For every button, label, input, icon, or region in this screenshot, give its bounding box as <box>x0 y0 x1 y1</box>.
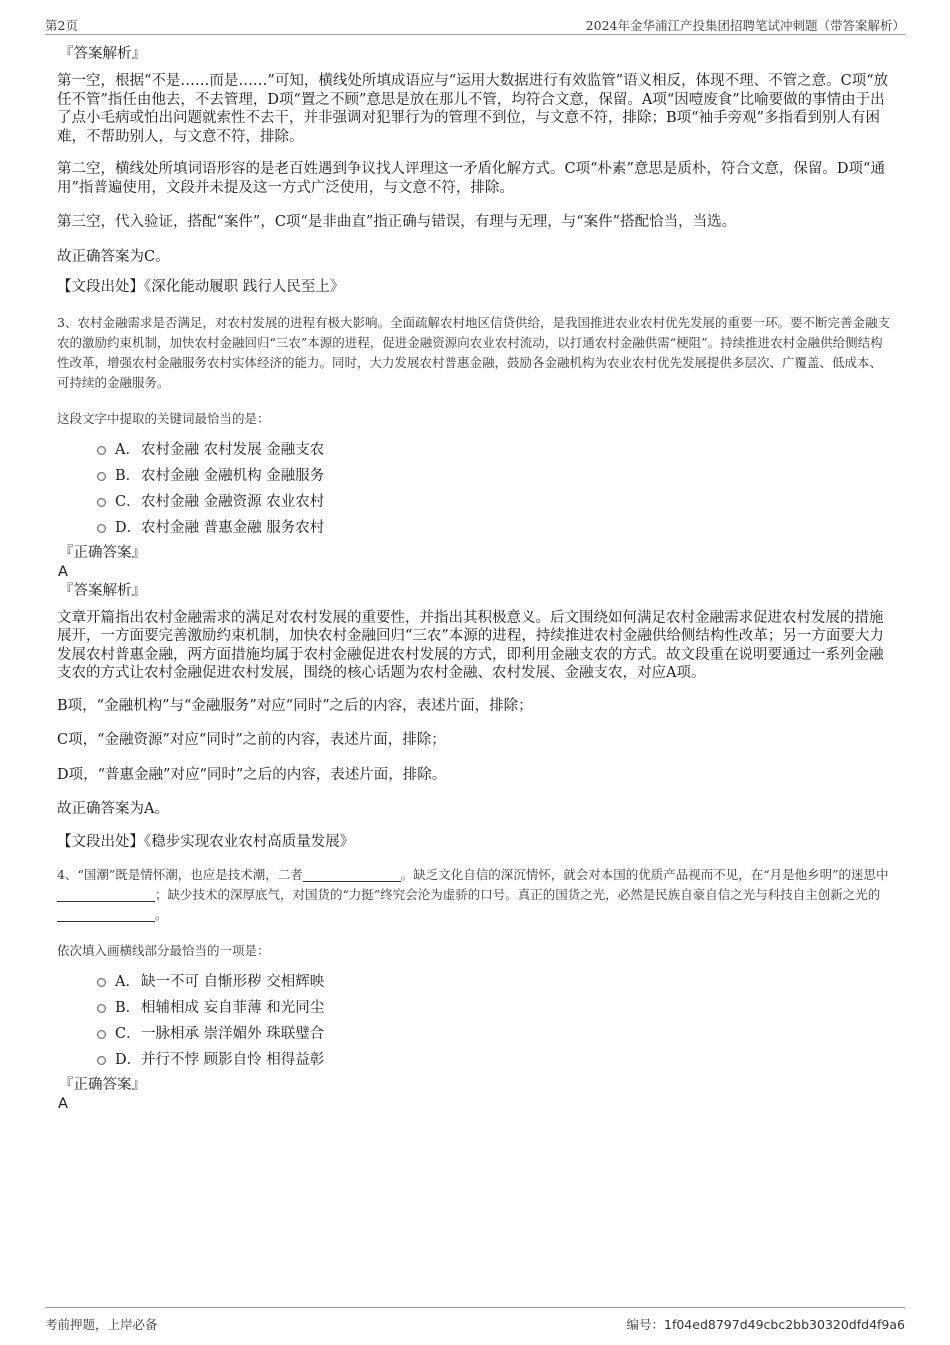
question-prompt: 依次填入画横线部分最恰当的一项是： <box>57 943 270 958</box>
page-footer <box>45 1307 905 1330</box>
option-b[interactable]: B．农村金融 金融机构 金融服务 <box>57 463 892 489</box>
correct-answer-label: 『正确答案』 <box>59 1077 146 1093</box>
correct-answer: A <box>58 563 68 580</box>
option-d[interactable]: D．并行不悖 顾影自怜 相得益彰 <box>57 1047 892 1073</box>
source-citation: 【文段出处】《稳步实现农业农村高质量发展》 <box>57 833 355 850</box>
option-list <box>57 437 892 541</box>
analysis-paragraph: 第三空，代入验证，搭配“案件”，C项“是非曲直”指正确与错误，有理与无理，与“案件”搭配恰当，当选。 <box>57 214 737 230</box>
radio-button[interactable] <box>97 1004 106 1013</box>
fill-blank <box>57 887 155 902</box>
correct-answer-label: 『正确答案』 <box>59 544 146 561</box>
question-text: 3、农村金融需求是否满足，对农村发展的进程有极大影响。全面疏解农村地区信贷供给，是我国推进农业农村优先发展的重要一环。要不断完善金融支农的激励约束机制，加快农村金融回归“三农”本源的进程，促进金融资源向农业农村流动，以打通农村金融供需“梗阻”。持续推进农村金融供给侧结构性改革，增强农村金融服务农村实体经济的能力。同时，大力发展农村普惠金融，鼓励各金融机构为农业农村优先发展提供多层次、广覆盖、低成本、可持续的金融服务。 <box>57 314 890 390</box>
fill-blank <box>57 907 155 922</box>
analysis-paragraph: B项，“金融机构”与“金融服务”对应“同时”之后的内容，表述片面，排除； <box>57 697 533 714</box>
analysis-paragraph: 第二空，横线处所填词语形容的是老百姓遇到争议找人评理这一矛盾化解方式。C项“朴素”意思是质朴，符合文意，保留。D项“通用”指普遍使用，文段并未提及这一方式广泛使用，与文意不符，排除。 <box>57 161 885 196</box>
question-text: 4、“国潮”既是情怀潮，也应是技术潮，二者 。缺乏文化自信的深沉情怀，就会对本国的优质产品视而不见，在“月是他乡明”的迷思中；缺少技术的深厚底气，对国货的“力挺”终究会沦为虚骄的口号。真正的国货之光，必然是民族自豪自信之光与科技自主创新之光的。 <box>57 867 889 922</box>
radio-button[interactable] <box>97 1030 106 1039</box>
radio-button[interactable] <box>97 524 106 533</box>
analysis-paragraph: 第一空，根据“不是……而是……”可知，横线处所填成语应与“运用大数据进行有效监管”语义相反，体现不理、不管之意。C项“放任不管”指任由他去，不去管理，D项“置之不顾”意思是放在那儿不管，均符合文意，保留。A项“因噎废食”比喻要做的事情由于出了点小毛病或怕出问题就索性不去干，并非强调对犯罪行为的管理不到位，与文意不符，排除；B项“袖手旁观”多指看到别人有困难，不帮助别人，与文意不符，排除。 <box>57 73 889 145</box>
page-header <box>45 14 905 35</box>
option-c[interactable]: C．一脉相承 崇洋媚外 珠联璧合 <box>57 1021 892 1047</box>
option-b[interactable]: B．相辅相成 妄自菲薄 和光同尘 <box>57 995 892 1021</box>
analysis-paragraph: 文章开篇指出农村金融需求的满足对农村发展的重要性，并指出其积极意义。后文围绕如何满足农村金融需求促进农村发展的措施展开，一方面要完善激励约束机制，加快农村金融回归“三农”本源的进程，持续推进农村金融供给侧结构性改革；另一方面要大力发展农村普惠金融，两方面措施均属于农村金融促进农村发展的方式，即利用金融支农的方式。故文段重在说明要通过一系列金融支农的方式让农村金融促进农村发展，围绕的核心话题为农村金融、农村发展、金融支农，对应A项。 <box>57 609 884 681</box>
question-prompt: 这段文字中提取的关键词最恰当的是： <box>57 410 270 426</box>
analysis-conclusion: 故正确答案为A。 <box>57 801 169 817</box>
radio-button[interactable] <box>97 498 106 507</box>
document-id: 编号：1f04ed8797d49cbc2bb30320dfd4f9a6 <box>626 1317 905 1332</box>
option-a[interactable]: A．农村金融 农村发展 金融支农 <box>57 437 892 463</box>
footer-slogan: 考前押题，上岸必备 <box>45 1317 158 1332</box>
answer-analysis-label: 『答案解析』 <box>59 582 146 599</box>
analysis-paragraph: C项，“金融资源”对应“同时”之前的内容，表述片面，排除； <box>57 732 446 748</box>
radio-button[interactable] <box>97 472 106 481</box>
option-d[interactable]: D．农村金融 普惠金融 服务农村 <box>57 515 892 541</box>
page-number: 第2页 <box>45 18 78 33</box>
correct-answer: A <box>58 1096 68 1112</box>
radio-button[interactable] <box>97 446 106 455</box>
analysis-paragraph: D项，“普惠金融”对应“同时”之后的内容，表述片面，排除。 <box>57 766 447 783</box>
page-content <box>57 44 892 1113</box>
option-list <box>57 969 892 1073</box>
document-title: 2024年金华浦江产投集团招聘笔试冲刺题（带答案解析） <box>585 18 905 33</box>
analysis-conclusion: 故正确答案为C。 <box>57 248 170 265</box>
fill-blank <box>303 867 401 882</box>
radio-button[interactable] <box>97 1056 106 1065</box>
option-a[interactable]: A．缺一不可 自惭形秽 交相辉映 <box>57 969 892 995</box>
radio-button[interactable] <box>97 978 106 987</box>
source-citation: 【文段出处】《深化能动履职 践行人民至上》 <box>57 279 345 295</box>
answer-analysis-label: 『答案解析』 <box>59 46 146 62</box>
option-c[interactable]: C．农村金融 金融资源 农业农村 <box>57 489 892 515</box>
